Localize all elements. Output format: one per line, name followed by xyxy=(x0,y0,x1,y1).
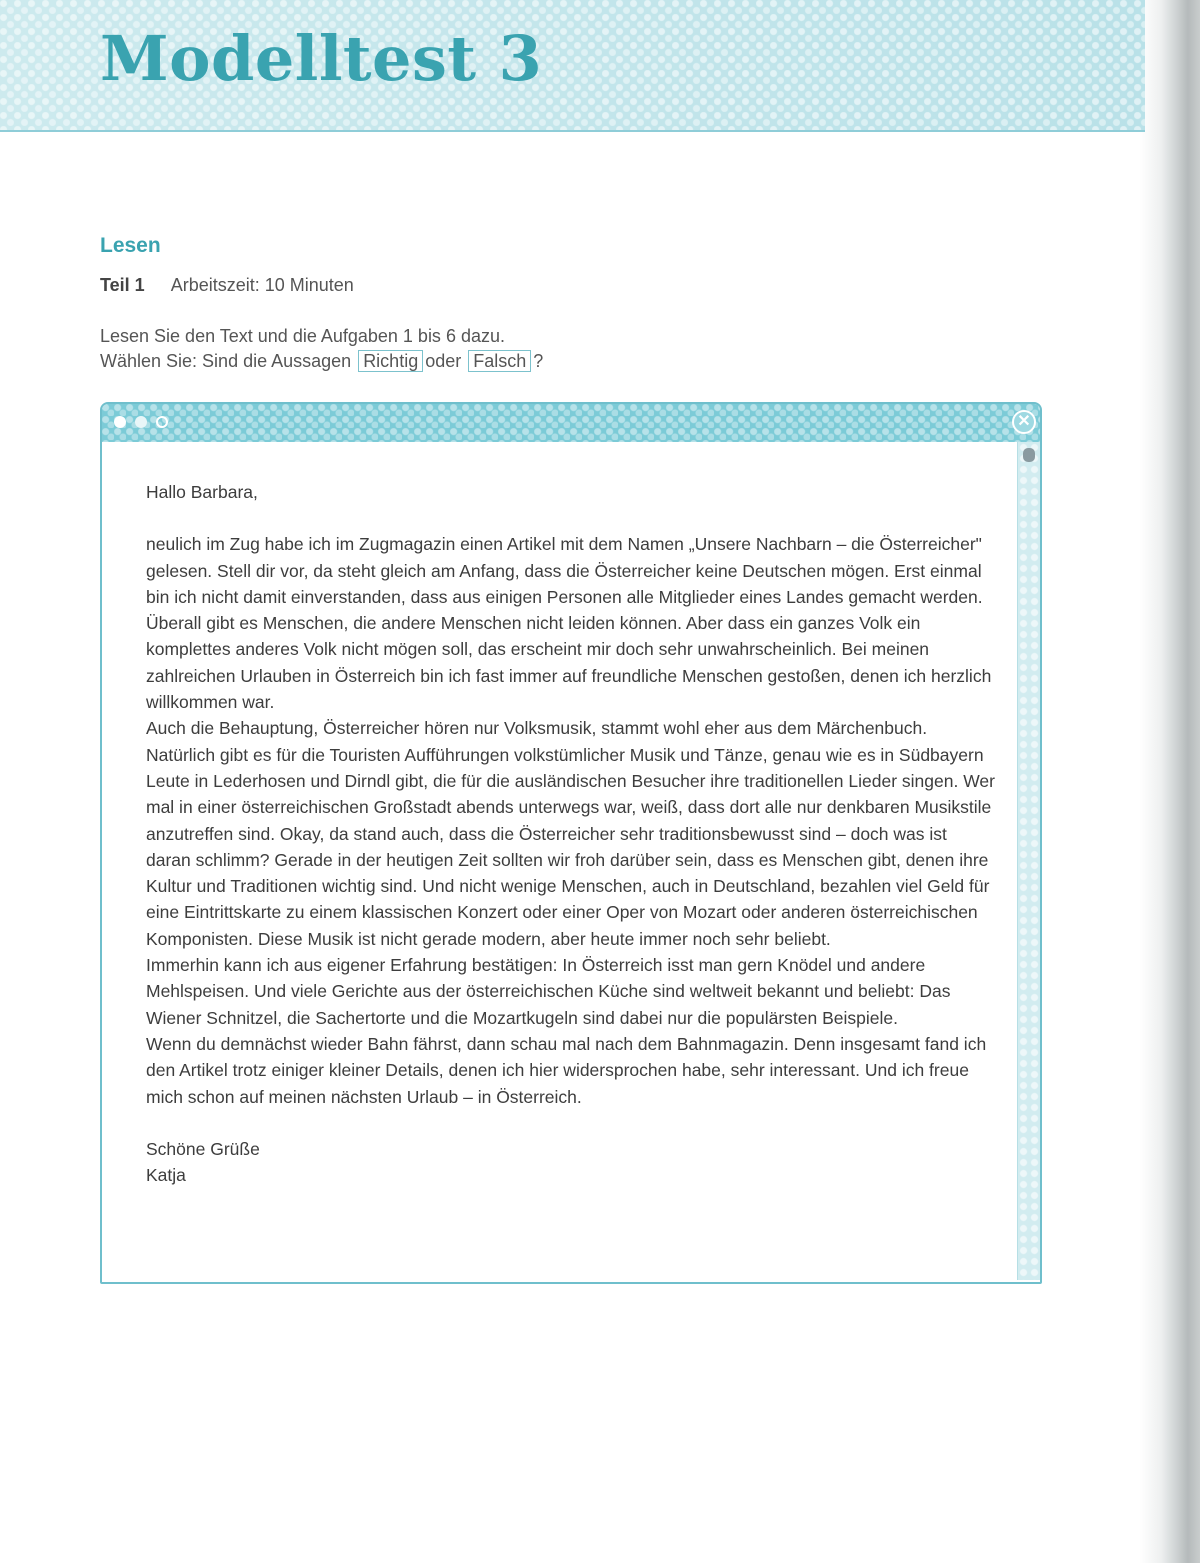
letter-paragraph-2: Auch die Behauptung, Österreicher hören nur Volksmusik, stammt wohl eher aus dem Märchenbuch. Natürlich gibt es für die Touristen Aufführungen volkstümlicher Musik und Tänze, genau wie es in Südbayern Leute in Lederhosen und Dirndl gibt, die für die ausländischen Besucher ihre traditionellen Lieder singen. Wer mal in einer österreichischen Großstadt abends unterwegs war, weiß, dass dort alle nur denkbaren Musikstile anzutreffen sind. Okay, da stand auch, dass die Österreicher sehr traditionsbewusst sind – doch was ist daran schlimm? Gerade in der heutigen Zeit sollten wir froh darüber sein, dass es Menschen gibt, denen ihre Kultur und Traditionen wichtig sind. Und nicht wenige Menschen, auch in Deutschland, bezahlen viel Geld für eine Eintrittskarte zu einem klassischen Konzert oder einer Oper von Mozart oder anderen österreichischen Komponisten. Diese Musik ist nicht gerade modern, aber heute immer noch sehr beliebt. xyxy=(146,718,995,949)
window-titlebar xyxy=(102,404,1040,442)
instructions xyxy=(100,324,543,374)
section-title: Lesen xyxy=(100,234,161,257)
letter-closing: Schöne Grüße xyxy=(146,1138,260,1159)
instruction-line-1: Lesen Sie den Text und die Aufgaben 1 bis 6 dazu. xyxy=(100,326,505,346)
header-band xyxy=(0,0,1145,132)
page-title: Modelltest 3 xyxy=(100,22,543,95)
option-richtig: Richtig xyxy=(358,350,423,372)
letter-paragraph-3: Immerhin kann ich aus eigener Erfahrung bestätigen: In Österreich isst man gern Knödel und andere Mehlspeisen. Und viele Gerichte aus der österreichischen Küche sind weltweit bekannt und beliebt: Das Wiener Schnitzel, die Sachertorte und die Mozartkugeln sind dabei nur die populärsten Beispiele. xyxy=(146,955,951,1028)
part-line xyxy=(100,275,354,296)
close-icon[interactable]: ✕ xyxy=(1012,410,1036,434)
instruction-prefix: Wählen Sie: Sind die Aussagen xyxy=(100,351,352,371)
mail-window xyxy=(100,402,1042,1284)
letter-paragraph-1: neulich im Zug habe ich im Zugmagazin einen Artikel mit dem Namen „Unsere Nachbarn – die Österreicher" gelesen. Stell dir vor, da steht gleich am Anfang, dass die Österreicher keine Deutschen mögen. Erst einmal bin ich nicht damit einverstanden, dass aus einigen Personen alle Mitglieder eines Landes gemacht werden. Überall gibt es Menschen, die andere Menschen nicht leiden können. Aber dass ein ganzes Volk ein komplettes anderes Volk nicht mögen soll, das erscheint mir doch sehr unwahrscheinlich. Bei meinen zahlreichen Urlauben in Österreich bin ich fast immer auf freundliche Menschen gestoßen, denen ich herzlich willkommen war. xyxy=(146,534,992,713)
mail-body xyxy=(146,479,996,1188)
option-falsch: Falsch xyxy=(468,350,531,372)
letter-signature: Katja xyxy=(146,1165,186,1186)
time-limit: Arbeitszeit: 10 Minuten xyxy=(170,275,354,295)
instruction-line-2 xyxy=(100,349,543,374)
window-dot-icon-2[interactable] xyxy=(135,416,147,428)
window-dot-icon-3[interactable] xyxy=(156,416,168,428)
scroll-thumb[interactable] xyxy=(1023,448,1035,462)
window-dot-icon-1[interactable] xyxy=(114,416,126,428)
scrollbar[interactable] xyxy=(1017,442,1040,1280)
letter-paragraph-4: Wenn du demnächst wieder Bahn fährst, dann schau mal nach dem Bahnmagazin. Denn insgesamt fand ich den Artikel trotz einiger kleiner Details, denen ich hier widersprochen habe, sehr interessant. Und ich freue mich schon auf meinen nächsten Urlaub – in Österreich. xyxy=(146,1033,987,1107)
instruction-connector: oder xyxy=(425,351,462,371)
part-label: Teil 1 xyxy=(100,275,145,295)
letter-greeting: Hallo Barbara, xyxy=(146,482,258,502)
instruction-suffix: ? xyxy=(533,351,544,371)
letter-gap xyxy=(146,1110,996,1136)
page-edge-shadow xyxy=(1140,0,1200,1563)
